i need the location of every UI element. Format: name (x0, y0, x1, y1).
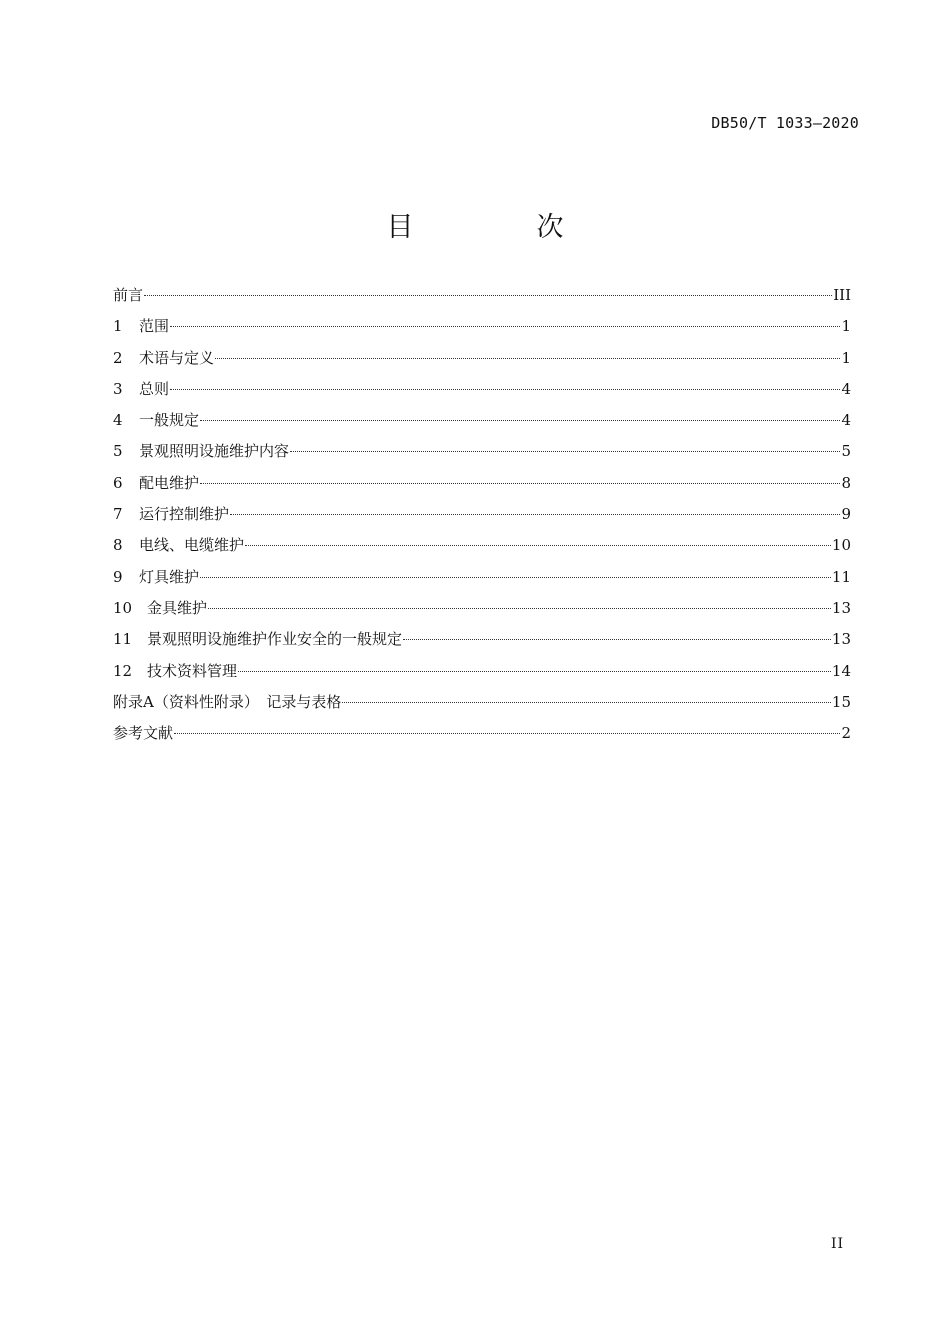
toc-entry[interactable] (113, 628, 851, 659)
toc-entry-label: 灯具维护 (139, 567, 200, 586)
toc-entry-label: 电线、电缆维护 (139, 536, 245, 555)
toc-title: 目 次 (386, 212, 612, 243)
toc-entry-label: 范围 (139, 317, 170, 336)
toc-entry-number: 1 (113, 317, 123, 336)
toc-entry-page: 13 (831, 630, 851, 649)
toc-entry[interactable] (113, 597, 851, 628)
toc-leader-dots (238, 671, 831, 672)
toc-leader-dots (170, 326, 840, 327)
toc-entry-page: 14 (831, 661, 851, 680)
toc-entry-label: 运行控制维护 (139, 505, 230, 524)
toc-leader-dots (403, 639, 831, 640)
document-code: DB50/T 1033—2020 (711, 114, 859, 132)
toc-entry-number: 11 (113, 630, 133, 649)
toc-entry-label: 景观照明设施维护内容 (139, 442, 290, 461)
toc-entry-label: 景观照明设施维护作业安全的一般规定 (147, 630, 403, 649)
toc-leader-dots (215, 358, 840, 359)
toc-entry[interactable] (113, 409, 851, 440)
toc-entry-label: 金具维护 (147, 598, 208, 617)
toc-entry-label: 一般规定 (139, 411, 200, 430)
toc-entry-label: 术语与定义 (139, 348, 215, 367)
toc-leader-dots (290, 451, 840, 452)
toc-entry-number: 7 (113, 505, 123, 524)
toc-leader-dots (200, 420, 840, 421)
toc-entry[interactable] (113, 534, 851, 565)
toc-entry-page: 2 (841, 724, 851, 743)
toc-entry-page: 4 (841, 379, 851, 398)
toc-entry-number: 6 (113, 473, 123, 492)
toc-entry-page: 8 (841, 473, 851, 492)
page-number: II (830, 1236, 844, 1252)
toc-entry-page: 13 (831, 598, 851, 617)
toc-entry[interactable] (113, 691, 851, 722)
toc-entry[interactable] (113, 315, 851, 346)
toc-entry-number: 4 (113, 411, 123, 430)
toc-entry-number: 2 (113, 348, 123, 367)
toc-leader-dots (200, 577, 831, 578)
toc-entry-number: 9 (113, 567, 123, 586)
toc-entry-number: 3 (113, 379, 123, 398)
toc-leader-dots (245, 545, 831, 546)
toc-entry[interactable] (113, 472, 851, 503)
toc-entry-number: 8 (113, 536, 123, 555)
toc-entry-number: 10 (113, 598, 133, 617)
toc-entry-label: 总则 (139, 379, 170, 398)
toc-entry[interactable] (113, 347, 851, 378)
toc-entry-label: 技术资料管理 (147, 661, 238, 680)
toc-entry[interactable] (113, 722, 851, 753)
toc-entry-page: 4 (841, 411, 851, 430)
toc-entry-page: 9 (841, 505, 851, 524)
toc-entry-page: 5 (841, 442, 851, 461)
toc-entry[interactable] (113, 503, 851, 534)
toc-entry-label: 附录A（资料性附录） 记录与表格 (113, 692, 342, 711)
toc-leader-dots (230, 514, 840, 515)
table-of-contents (113, 284, 851, 753)
toc-leader-dots (144, 295, 832, 296)
toc-leader-dots (200, 483, 840, 484)
toc-entry-label: 前言 (113, 286, 144, 304)
toc-entry[interactable] (113, 566, 851, 597)
toc-entry-page: 1 (841, 317, 851, 336)
toc-entry[interactable] (113, 378, 851, 409)
toc-leader-dots (170, 389, 840, 390)
toc-entry-number: 5 (113, 442, 123, 461)
toc-entry-label: 参考文献 (113, 724, 174, 743)
toc-entry[interactable] (113, 660, 851, 691)
toc-entry[interactable] (113, 284, 851, 315)
toc-entry-page: 1 (841, 348, 851, 367)
toc-leader-dots (174, 733, 840, 734)
toc-entry-page: 11 (831, 567, 851, 586)
toc-entry[interactable] (113, 440, 851, 471)
toc-entry-number: 12 (113, 661, 133, 680)
toc-entry-page: 15 (831, 692, 851, 711)
toc-leader-dots (342, 702, 831, 703)
toc-entry-page: 10 (831, 536, 851, 555)
toc-entry-label: 配电维护 (139, 473, 200, 492)
toc-entry-page: III (833, 286, 851, 304)
toc-leader-dots (208, 608, 831, 609)
